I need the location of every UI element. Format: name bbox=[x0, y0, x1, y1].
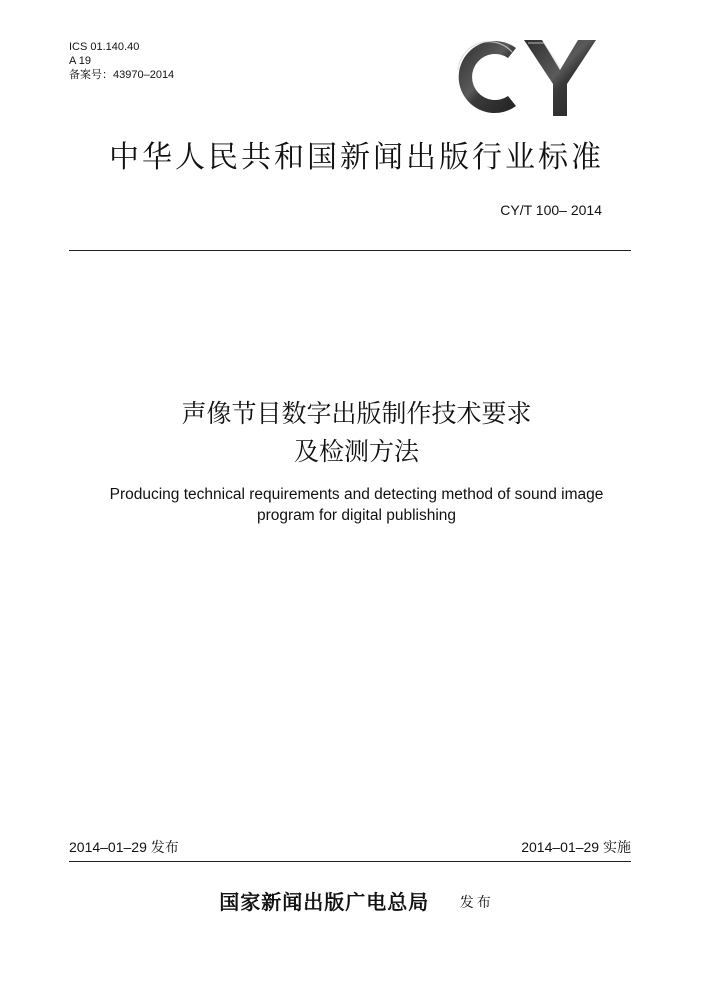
issue-date: 2014–01–29 发布 bbox=[69, 839, 179, 855]
document-metadata bbox=[69, 40, 174, 82]
top-divider bbox=[69, 250, 631, 251]
bottom-divider bbox=[69, 861, 631, 862]
logo-letter-y bbox=[524, 40, 596, 116]
category-code: A 19 bbox=[69, 55, 92, 67]
logo-letter-c bbox=[459, 41, 516, 113]
publisher-action: 发布 bbox=[459, 895, 494, 911]
chinese-title bbox=[0, 395, 713, 471]
english-title-line-1: Producing technical requirements and detecting method of sound image bbox=[109, 486, 604, 503]
implementation-date: 2014–01–29 实施 bbox=[521, 839, 631, 855]
publisher bbox=[0, 886, 713, 915]
filing-number: 备案号：43970–2014 bbox=[69, 69, 175, 81]
english-title-line-2: program for digital publishing bbox=[256, 507, 457, 524]
publisher-organization: 国家新闻出版广电总局 bbox=[219, 890, 430, 914]
ics-code: ICS 01.140.40 bbox=[69, 41, 140, 53]
standard-code: CY/T 100– 2014 bbox=[500, 202, 602, 218]
cy-logo bbox=[446, 34, 600, 120]
english-title bbox=[0, 484, 713, 526]
standard-name: 中华人民共和国新闻出版行业标准 bbox=[109, 140, 604, 175]
chinese-title-line-2: 及检测方法 bbox=[293, 437, 419, 466]
chinese-title-line-1: 声像节目数字出版制作技术要求 bbox=[181, 399, 532, 428]
